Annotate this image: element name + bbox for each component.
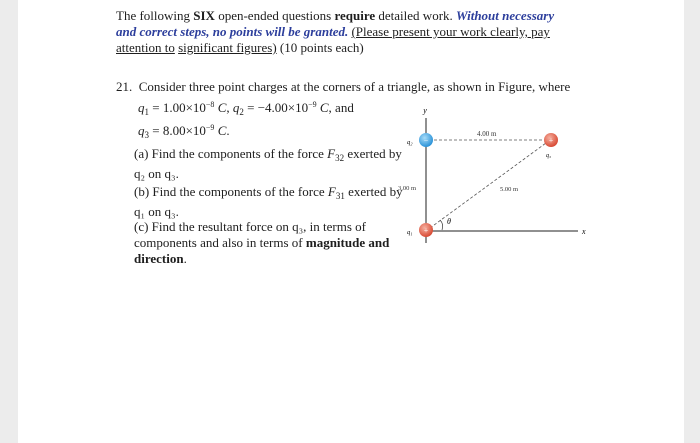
question-stem-line: 21. Consider three point charges at the corners of a triangle, as shown in Figure, where (116, 79, 571, 94)
charge-q2-label: q₂ (407, 139, 413, 146)
horizontal-distance-label: 4.00 m (477, 130, 497, 138)
part-b: (b) Find the components of the force $F_{31}$ exerted by (134, 184, 403, 201)
charge-q3-sign: + (548, 136, 554, 145)
vertical-distance-label: 3.00 m (398, 185, 417, 192)
angle-label: θ (447, 217, 451, 226)
angle-arc (440, 220, 443, 230)
part-a: (a) Find the components of the force $F_{32}$ exerted by (134, 146, 402, 163)
charge-q2-sign: − (423, 136, 429, 145)
part-b-line2: q₁ on q₃. (134, 204, 179, 219)
y-axis-label: y (423, 106, 427, 115)
part-c-line1: (c) Find the resultant force on q₃, in terms of (134, 219, 366, 234)
charge-values-line: $q_1 = 1.00\times 10^{-8}$ C, $q_2 = -4.00\times 10^{-9}$ C, and (138, 100, 354, 117)
charge-q3-line: $q_3 = 8.00\times 10^{-9}$ C. (138, 123, 230, 140)
charge-q1-label: q₁ (407, 229, 413, 236)
charge-q1 (419, 223, 433, 237)
part-c-line2: components and also in terms of magnitude and (134, 235, 390, 250)
charge-q3-label: q₃ (546, 153, 552, 159)
instructions-paragraph: The following SIX open-ended questions require detailed work. Without necessary and correct steps, no points will be granted. (Please present your work clearly, pay attention to significant figures) (10 points each) (116, 8, 555, 55)
part-a-line2: q₂ on q₃. (134, 166, 179, 181)
charge-q3 (544, 133, 558, 147)
hypotenuse-distance-label: 5.00 m (500, 186, 519, 193)
part-c-line3: direction. (134, 251, 187, 266)
x-axis-label: x (582, 227, 586, 236)
dashed-hypotenuse (430, 143, 546, 228)
charge-q1-sign: + (423, 226, 429, 235)
charge-q2 (419, 133, 433, 147)
